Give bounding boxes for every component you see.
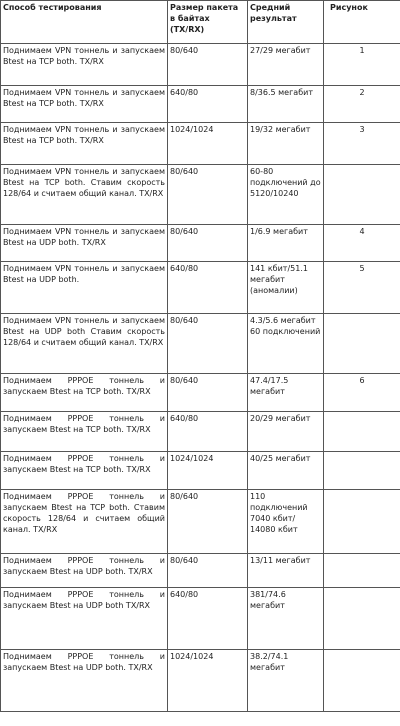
cell-figure xyxy=(324,588,400,650)
cell-figure: 3 xyxy=(324,123,400,165)
cell-size: 640/80 xyxy=(168,588,248,650)
cell-result: 60-80 подключений до 5120/10240 xyxy=(248,165,324,225)
cell-result: 141 кбит/51.1 мегабит (аномалии) xyxy=(248,262,324,314)
cell-size: 80/640 xyxy=(168,314,248,374)
cell-method: Поднимаем VPN тоннель и запускаем Btest на TCP both. TX/RX xyxy=(1,44,168,86)
header-figure: Рисунок xyxy=(324,1,400,44)
cell-figure xyxy=(324,452,400,490)
cell-method: Поднимаем PPPOE тоннель и запускаем Btest на TCP both. Ставим скорость 128/64 и считаем общий канал. TX/RX xyxy=(1,490,168,554)
table-row xyxy=(1,44,400,86)
cell-method: Поднимаем VPN тоннель и запускаем Btest на UDP both Ставим скорость 128/64 и считаем общий канал. TX/RX xyxy=(1,314,168,374)
cell-figure: 2 xyxy=(324,86,400,123)
table-row xyxy=(1,452,400,490)
table-row xyxy=(1,588,400,650)
cell-method: Поднимаем VPN тоннель и запускаем Btest на TCP both. TX/RX xyxy=(1,86,168,123)
table-row xyxy=(1,314,400,374)
table-row xyxy=(1,262,400,314)
cell-result: 13/11 мегабит xyxy=(248,554,324,588)
cell-result: 8/36.5 мегабит xyxy=(248,86,324,123)
table-row xyxy=(1,225,400,262)
cell-figure: 5 xyxy=(324,262,400,314)
header-method: Способ тестирования xyxy=(1,1,168,44)
header-result: Средний результат xyxy=(248,1,324,44)
cell-size: 80/640 xyxy=(168,490,248,554)
cell-result: 40/25 мегабит xyxy=(248,452,324,490)
cell-method: Поднимаем PPPOE тоннель и запускаем Btest на TCP both. TX/RX xyxy=(1,452,168,490)
cell-size: 1024/1024 xyxy=(168,650,248,712)
cell-method: Поднимаем PPPOE тоннель и запускаем Btest на TCP both. TX/RX xyxy=(1,374,168,412)
cell-figure xyxy=(324,554,400,588)
table-row xyxy=(1,412,400,452)
cell-result: 47.4/17.5 мегабит xyxy=(248,374,324,412)
cell-size: 640/80 xyxy=(168,412,248,452)
cell-method: Поднимаем PPPOE тоннель и запускаем Btest на UDP both TX/RX xyxy=(1,588,168,650)
header-row xyxy=(1,1,400,44)
cell-size: 80/640 xyxy=(168,374,248,412)
cell-method: Поднимаем VPN тоннель и запускаем Btest на TCP both. Ставим скорость 128/64 и считаем общий канал. TX/RX xyxy=(1,165,168,225)
cell-size: 80/640 xyxy=(168,165,248,225)
cell-figure: 1 xyxy=(324,44,400,86)
cell-figure xyxy=(324,314,400,374)
cell-figure xyxy=(324,490,400,554)
table-row xyxy=(1,650,400,712)
table-row xyxy=(1,374,400,412)
cell-figure xyxy=(324,412,400,452)
cell-result: 38.2/74.1 мегабит xyxy=(248,650,324,712)
cell-size: 80/640 xyxy=(168,225,248,262)
cell-size: 640/80 xyxy=(168,262,248,314)
cell-result: 4.3/5.6 мегабит 60 подключений xyxy=(248,314,324,374)
table-row xyxy=(1,165,400,225)
cell-result: 110 подключений 7040 кбит/ 14080 кбит xyxy=(248,490,324,554)
cell-method: Поднимаем PPPOE тоннель и запускаем Btest на UDP both. TX/RX xyxy=(1,650,168,712)
cell-method: Поднимаем VPN тоннель и запускаем Btest на UDP both. TX/RX xyxy=(1,225,168,262)
cell-method: Поднимаем VPN тоннель и запускаем Btest на TCP both. TX/RX xyxy=(1,123,168,165)
cell-result: 20/29 мегабит xyxy=(248,412,324,452)
cell-result: 19/32 мегабит xyxy=(248,123,324,165)
cell-method: Поднимаем PPPOE тоннель и запускаем Btest на UDP both. TX/RX xyxy=(1,554,168,588)
cell-result: 381/74.6 мегабит xyxy=(248,588,324,650)
cell-method: Поднимаем PPPOE тоннель и запускаем Btest на TCP both. TX/RX xyxy=(1,412,168,452)
cell-size: 1024/1024 xyxy=(168,452,248,490)
cell-size: 80/640 xyxy=(168,44,248,86)
cell-figure: 4 xyxy=(324,225,400,262)
cell-size: 640/80 xyxy=(168,86,248,123)
table-row xyxy=(1,554,400,588)
header-size: Размер пакета в байтах (TX/RX) xyxy=(168,1,248,44)
cell-figure: 6 xyxy=(324,374,400,412)
cell-size: 1024/1024 xyxy=(168,123,248,165)
cell-size: 80/640 xyxy=(168,554,248,588)
table-row xyxy=(1,86,400,123)
cell-result: 1/6.9 мегабит xyxy=(248,225,324,262)
cell-result: 27/29 мегабит xyxy=(248,44,324,86)
table-row xyxy=(1,490,400,554)
cell-method: Поднимаем VPN тоннель и запускаем Btest на UDP both. xyxy=(1,262,168,314)
cell-figure xyxy=(324,165,400,225)
cell-figure xyxy=(324,650,400,712)
table-row xyxy=(1,123,400,165)
